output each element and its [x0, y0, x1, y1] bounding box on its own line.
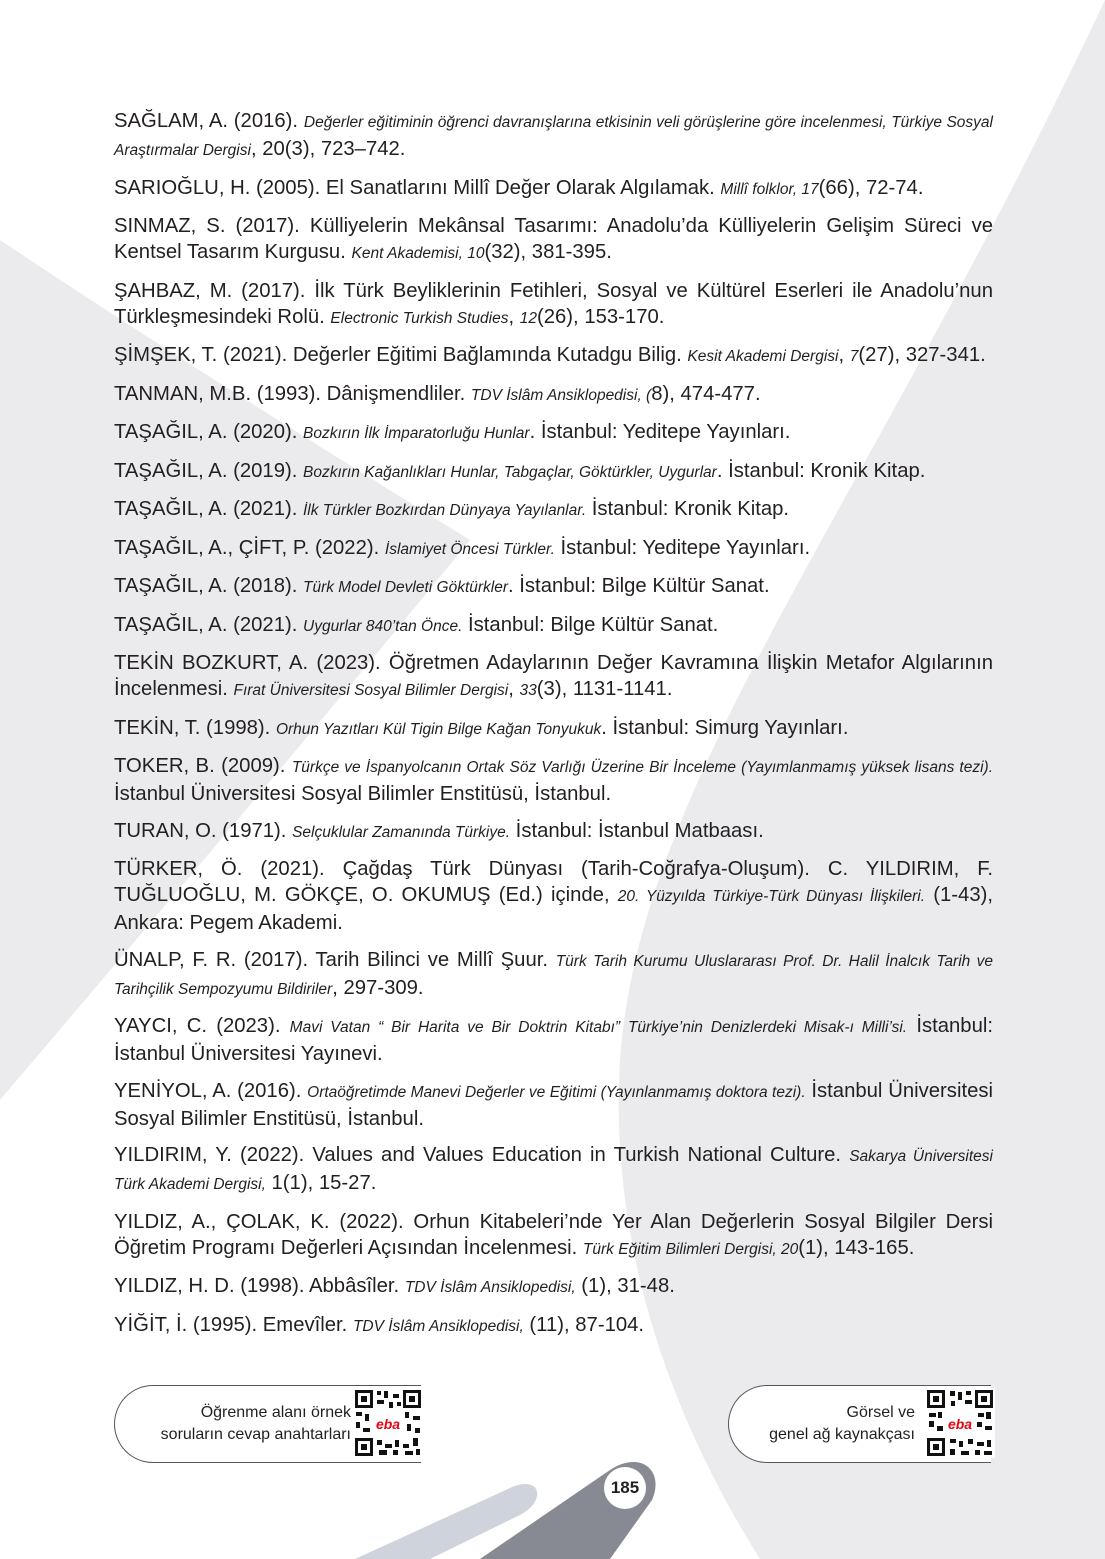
qr-code-icon[interactable]: [353, 1388, 423, 1458]
reference-entry: [114, 342, 993, 370]
reference-text: . İstanbul: Bilge Kültür Sanat.: [508, 575, 770, 597]
reference-text: (32), 381-395.: [484, 241, 612, 263]
reference-entry: [114, 1078, 993, 1132]
reference-italic-text: Kesit Akademi Dergisi: [687, 348, 839, 365]
reference-italic-text: Bozkırın Kağanlıkları Hunlar, Tabgaçlar, Göktürkler, Uygurlar: [303, 463, 717, 481]
reference-text: YILDIRIM, Y. (2022). Values and Values Education in Turkish National Culture.: [114, 1144, 850, 1166]
reference-italic-text: İlk Türkler Bozkırdan Dünyaya Yayılanlar.: [303, 502, 587, 519]
reference-text: SARIOĞLU, H. (2005). El Sanatlarını Millî Değer Olarak Algılamak.: [114, 176, 721, 199]
reference-list: [114, 108, 993, 1350]
reference-entry: [114, 1209, 993, 1263]
reference-entry: [114, 535, 993, 563]
reference-entry: [114, 1273, 993, 1301]
page-number: 185: [604, 1467, 646, 1509]
reference-text: . İstanbul: Simurg Yayınları.: [601, 716, 849, 739]
reference-italic-text: 12: [519, 309, 537, 327]
reference-text: YENİYOL, A. (2016).: [114, 1079, 308, 1102]
reference-text: İstanbul: İstanbul Üniversitesi Yayınevi.: [114, 1015, 994, 1065]
reference-text: YAYCI, C. (2023).: [114, 1015, 290, 1037]
qr-code-icon[interactable]: [925, 1388, 995, 1458]
reference-text: (66), 72-74.: [818, 176, 924, 199]
reference-italic-text: Uygurlar 840’tan Önce.: [303, 617, 463, 635]
image-sources-qr-box[interactable]: [728, 1385, 991, 1463]
reference-text: SAĞLAM, A. (2016).: [114, 110, 304, 132]
reference-text: (27), 327-341.: [858, 344, 986, 366]
reference-text: TAŞAĞIL, A. (2020).: [114, 421, 303, 443]
reference-text: TÜRKER, Ö. (2021). Çağdaş Türk Dünyası (Tarih-Coğrafya-Oluşum). C. YILDIRIM, F. TUĞLUOĞLU, M. GÖKÇE, O. OKUMUŞ (Ed.) içinde,: [114, 858, 993, 906]
reference-text: ,: [838, 344, 850, 366]
reference-italic-text: Değerler eğitiminin öğrenci davranışlarına etkisinin veli görüşlerine göre incelenmesi, Türkiye Sosyal Araştırmalar Dergisi: [114, 114, 993, 159]
reference-italic-text: TDV İslâm Ansiklopedisi,: [352, 1317, 524, 1335]
svg-text:eba: eba: [947, 1416, 973, 1432]
reference-text: SINMAZ, S. (2017). Külliyelerin Mekânsal Tasarımı: Anadolu’da Külliyelerin Gelişim Süreci ve Kentsel Tasarım Kurgusu.: [114, 215, 993, 263]
reference-text: (1), 143-165.: [798, 1236, 915, 1259]
reference-entry: [114, 419, 993, 447]
reference-italic-text: Bozkırın İlk İmparatorluğu Hunlar: [303, 425, 530, 442]
reference-entry: [114, 278, 993, 332]
reference-italic-text: Orhun Yazıtları Kül Tigin Bilge Kağan Tonyukuk: [275, 720, 602, 738]
reference-italic-text: 7: [849, 348, 859, 365]
reference-italic-text: Kent Akademisi, 10: [351, 245, 485, 262]
image-sources-qr-label: Görsel ve genel ağ kaynakçası: [769, 1404, 915, 1443]
reference-italic-text: Mavi Vatan “ Bir Harita ve Bir Doktrin Kitabı” Türkiye’nin Denizlerdeki Misak-ı Milli’si.: [289, 1019, 908, 1036]
reference-text: TANMAN, M.B. (1993). Dânişmendliler.: [114, 382, 471, 405]
reference-entry: [114, 496, 993, 524]
reference-entry: [114, 650, 993, 704]
reference-text: TAŞAĞIL, A., ÇİFT, P. (2022).: [114, 536, 385, 559]
reference-entry: [114, 947, 993, 1003]
reference-italic-text: Millî folklor, 17: [720, 180, 819, 198]
reference-text: TOKER, B. (2009).: [114, 755, 292, 777]
reference-italic-text: Electronic Turkish Studies: [330, 309, 509, 327]
reference-italic-text: Türk Model Devleti Göktürkler: [303, 579, 509, 596]
reference-italic-text: Türkçe ve İspanyolcanın Ortak Söz Varlığı Üzerine Bir İnceleme (Yayımlanmamış yüksek lisans tezi).: [291, 759, 993, 776]
reference-entry: [114, 175, 993, 203]
reference-text: ŞİMŞEK, T. (2021). Değerler Eğitimi Bağlamında Kutadgu Bilig.: [114, 344, 688, 366]
reference-text: (3), 1131-1141.: [536, 678, 673, 700]
reference-entry: [114, 458, 993, 486]
reference-entry: [114, 612, 993, 640]
reference-text: TAŞAĞIL, A. (2021).: [114, 498, 303, 520]
reference-text: ,: [508, 305, 520, 328]
reference-entry: [114, 213, 993, 267]
reference-text: (11), 87-104.: [523, 1313, 645, 1336]
reference-text: 8), 474-477.: [651, 382, 761, 405]
reference-text: (1), 31-48.: [575, 1275, 675, 1297]
reference-italic-text: Fırat Üniversitesi Sosyal Bilimler Dergisi: [233, 682, 509, 699]
reference-text: TAŞAĞIL, A. (2018).: [114, 575, 303, 597]
reference-italic-text: Ortaöğretimde Manevi Değerler ve Eğitimi (Yayınlanmamış doktora tezi).: [307, 1083, 806, 1101]
reference-text: İstanbul Üniversitesi Sosyal Bilimler Enstitüsü, İstanbul.: [114, 783, 612, 805]
reference-text: , 297-309.: [332, 976, 424, 999]
reference-italic-text: 33: [519, 682, 537, 699]
reference-text: İstanbul Üniversitesi Sosyal Bilimler Enstitüsü, İstanbul.: [114, 1079, 994, 1130]
reference-text: . İstanbul: Yeditepe Yayınları.: [529, 421, 791, 443]
reference-italic-text: Sakarya Üniversitesi Türk Akademi Dergisi,: [114, 1148, 994, 1193]
reference-text: . İstanbul: Kronik Kitap.: [716, 459, 926, 482]
reference-text: TEKİN BOZKURT, A. (2023). Öğretmen Adaylarının Değer Kavramına İlişkin Metafor Algılarının İncelenmesi.: [114, 652, 993, 700]
reference-italic-text: Türk Eğitim Bilimleri Dergisi, 20: [582, 1240, 799, 1258]
reference-italic-text: İslamiyet Öncesi Türkler.: [384, 540, 555, 558]
reference-text: ,: [508, 678, 520, 700]
reference-text: YİĞİT, İ. (1995). Emevîler.: [114, 1313, 353, 1336]
reference-text: İstanbul: İstanbul Matbaası.: [510, 819, 764, 842]
reference-italic-text: 20. Yüzyılda Türkiye-Türk Dünyası İlişkileri.: [617, 888, 926, 905]
reference-text: TURAN, O. (1971).: [114, 819, 293, 842]
reference-text: TAŞAĞIL, A. (2021).: [114, 613, 303, 636]
reference-entry: [114, 573, 993, 601]
reference-italic-text: TDV İslâm Ansiklopedisi, (: [470, 386, 652, 404]
reference-entry: [114, 715, 993, 743]
reference-text: ÜNALP, F. R. (2017). Tarih Bilinci ve Millî Şuur.: [114, 948, 556, 971]
reference-entry: [114, 1312, 993, 1340]
reference-entry: [114, 753, 993, 807]
reference-text: YILDIZ, H. D. (1998). Abbâsîler.: [114, 1275, 405, 1297]
answer-key-qr-box[interactable]: [114, 1385, 421, 1463]
reference-entry: [114, 818, 993, 846]
reference-text: , 20(3), 723–742.: [250, 138, 406, 160]
reference-entry: [114, 1013, 993, 1067]
reference-entry: [114, 381, 993, 409]
reference-italic-text: TDV İslâm Ansiklopedisi,: [404, 1279, 576, 1296]
reference-text: (1-43), Ankara: Pegem Akademi.: [114, 884, 993, 934]
reference-entry: [114, 856, 993, 936]
reference-text: İstanbul: Bilge Kültür Sanat.: [462, 613, 719, 636]
reference-entry: [114, 108, 993, 164]
reference-text: ŞAHBAZ, M. (2017). İlk Türk Beyliklerinin Fetihleri, Sosyal ve Kültürel Eserleri ile Anadolu’nun Türkleşmesindeki Rolü.: [114, 279, 993, 328]
reference-entry: [114, 1142, 993, 1198]
reference-text: İstanbul: Yeditepe Yayınları.: [554, 536, 811, 559]
answer-key-qr-label: Öğrenme alanı örnek soruların cevap anahtarları: [160, 1404, 351, 1443]
svg-text:eba: eba: [375, 1416, 401, 1432]
reference-text: TAŞAĞIL, A. (2019).: [114, 459, 303, 482]
reference-text: 1(1), 15-27.: [265, 1172, 377, 1194]
reference-text: YILDIZ, A., ÇOLAK, K. (2022). Orhun Kitabeleri’nde Yer Alan Değerlerin Sosyal Bilgiler Dersi Öğretim Programı Değerleri Açısından İncelenmesi.: [114, 1210, 993, 1259]
reference-text: (26), 153-170.: [536, 305, 665, 328]
reference-italic-text: Türk Tarih Kurumu Uluslararası Prof. Dr. Halil İnalcık Tarih ve Tarihçilik Sempozyumu Bildiriler: [114, 952, 994, 998]
reference-text: TEKİN, T. (1998).: [114, 716, 276, 739]
reference-text: İstanbul: Kronik Kitap.: [586, 498, 790, 520]
reference-italic-text: Selçuklular Zamanında Türkiye.: [292, 823, 511, 841]
